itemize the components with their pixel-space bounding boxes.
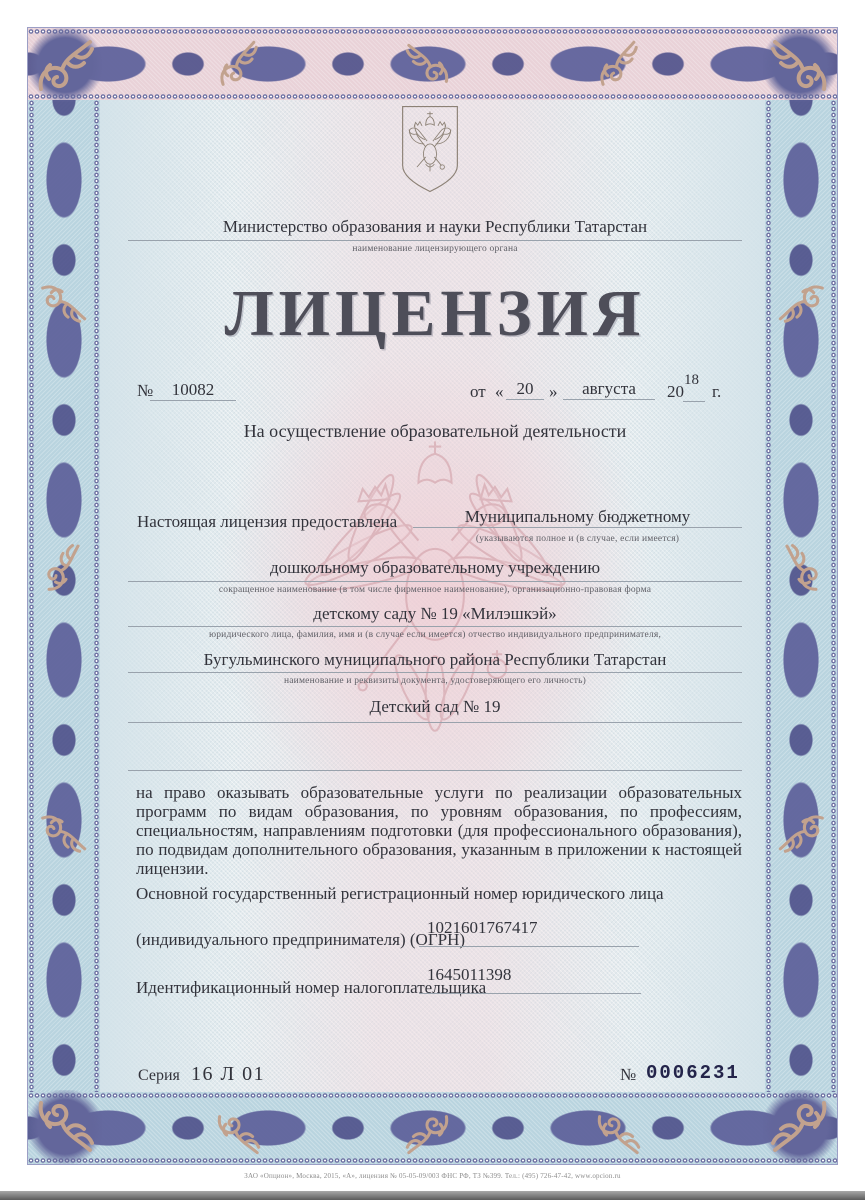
inn-label: Идентификационный номер налогоплательщика: [136, 978, 487, 997]
license-number-value: 10082: [150, 379, 236, 401]
date-month: августа: [563, 378, 655, 400]
grantee-caption-3: юридического лица, фамилия, имя и (в случае если имеется) отчество индивидуального предпринимателя,: [208, 630, 662, 640]
ogrn-rule: [419, 946, 639, 947]
border-band-bottom: [28, 1092, 837, 1164]
grantee-line-1: Муниципальному бюджетному: [413, 506, 742, 528]
licensing-authority: Министерство образования и науки Республики Татарстан: [222, 217, 648, 236]
document-title: ЛИЦЕНЗИЯ: [224, 277, 646, 350]
date-close-quote: »: [549, 382, 558, 401]
grantee-caption-2: сокращенное наименование (в том числе фирменное наименование), организационно-правовая форма: [218, 585, 652, 595]
inn-rule: [419, 993, 641, 994]
grantee-line-3: детскому саду № 19 «Милэшкэй»: [313, 604, 557, 623]
border-band-right: [765, 100, 837, 1092]
year-rule: [683, 401, 705, 402]
printer-imprint: ЗАО «Опцион», Москва, 2015, «А», лицензия № 05-05-09/003 ФНС РФ, ТЗ №399. Тел.: (495) 726-47-42, www.opcion.ru: [244, 1172, 621, 1180]
blank-rule: [128, 770, 742, 771]
ogrn-value: 1021601767417: [427, 918, 538, 937]
series-value: 16 Л 01: [191, 1063, 266, 1085]
rights-paragraph: на право оказывать образовательные услуги по реализации образовательных программ по видам образования, по уровням образования, по профессиям, специальностям, направлениям подготовки (для профессионального образования), по подвидам дополнительного образования, указанным в приложении к настоящей лицензии.: [136, 783, 742, 878]
grantee-line-5: Детский сад № 19: [369, 697, 501, 716]
corner-ornament-icon: [763, 28, 837, 102]
russian-coat-of-arms-icon: [394, 102, 466, 196]
rule: [128, 581, 742, 582]
document-subtitle: На осуществление образовательной деятельности: [243, 421, 627, 441]
date-year-unit: г.: [712, 382, 722, 401]
grantee-line-4: Бугульминского муниципального района Республики Татарстан: [203, 650, 667, 669]
date-ot: от: [470, 382, 486, 401]
ogrn-label-line2: (индивидуального предпринимателя) (ОГРН): [136, 930, 466, 949]
corner-ornament-icon: [28, 28, 102, 102]
date-year-prefix: 20: [667, 382, 684, 401]
inn-value: 1645011398: [427, 965, 512, 984]
date-year-suffix: 18: [684, 372, 699, 388]
grantee-caption-4: наименование и реквизиты документа, удостоверяющего его личность): [283, 676, 587, 686]
grantee-caption-1: (указываются полное и (в случае, если имеется): [475, 534, 680, 544]
grantee-line-2: дошкольному образовательному учреждению: [269, 558, 601, 577]
date-day: 20: [506, 378, 544, 400]
corner-ornament-icon: [763, 1090, 837, 1164]
license-number-label: №: [137, 381, 154, 400]
rule: [128, 672, 742, 673]
border-band-left: [28, 100, 100, 1092]
series-label: Серия: [138, 1067, 180, 1084]
rule: [128, 722, 742, 723]
border-band-top: [28, 28, 837, 100]
ogrn-label-line1: Основной государственный регистрационный номер юридического лица: [136, 884, 664, 903]
date-open-quote: «: [495, 382, 504, 401]
serial-label: №: [620, 1065, 637, 1084]
scan-edge: [0, 1191, 865, 1200]
authority-caption: наименование лицензирующего органа: [352, 244, 518, 254]
grant-label: Настоящая лицензия предоставлена: [137, 512, 398, 531]
corner-ornament-icon: [28, 1090, 102, 1164]
serial-number: 0006231: [646, 1062, 740, 1084]
rule: [128, 626, 742, 627]
authority-rule: [128, 240, 742, 241]
